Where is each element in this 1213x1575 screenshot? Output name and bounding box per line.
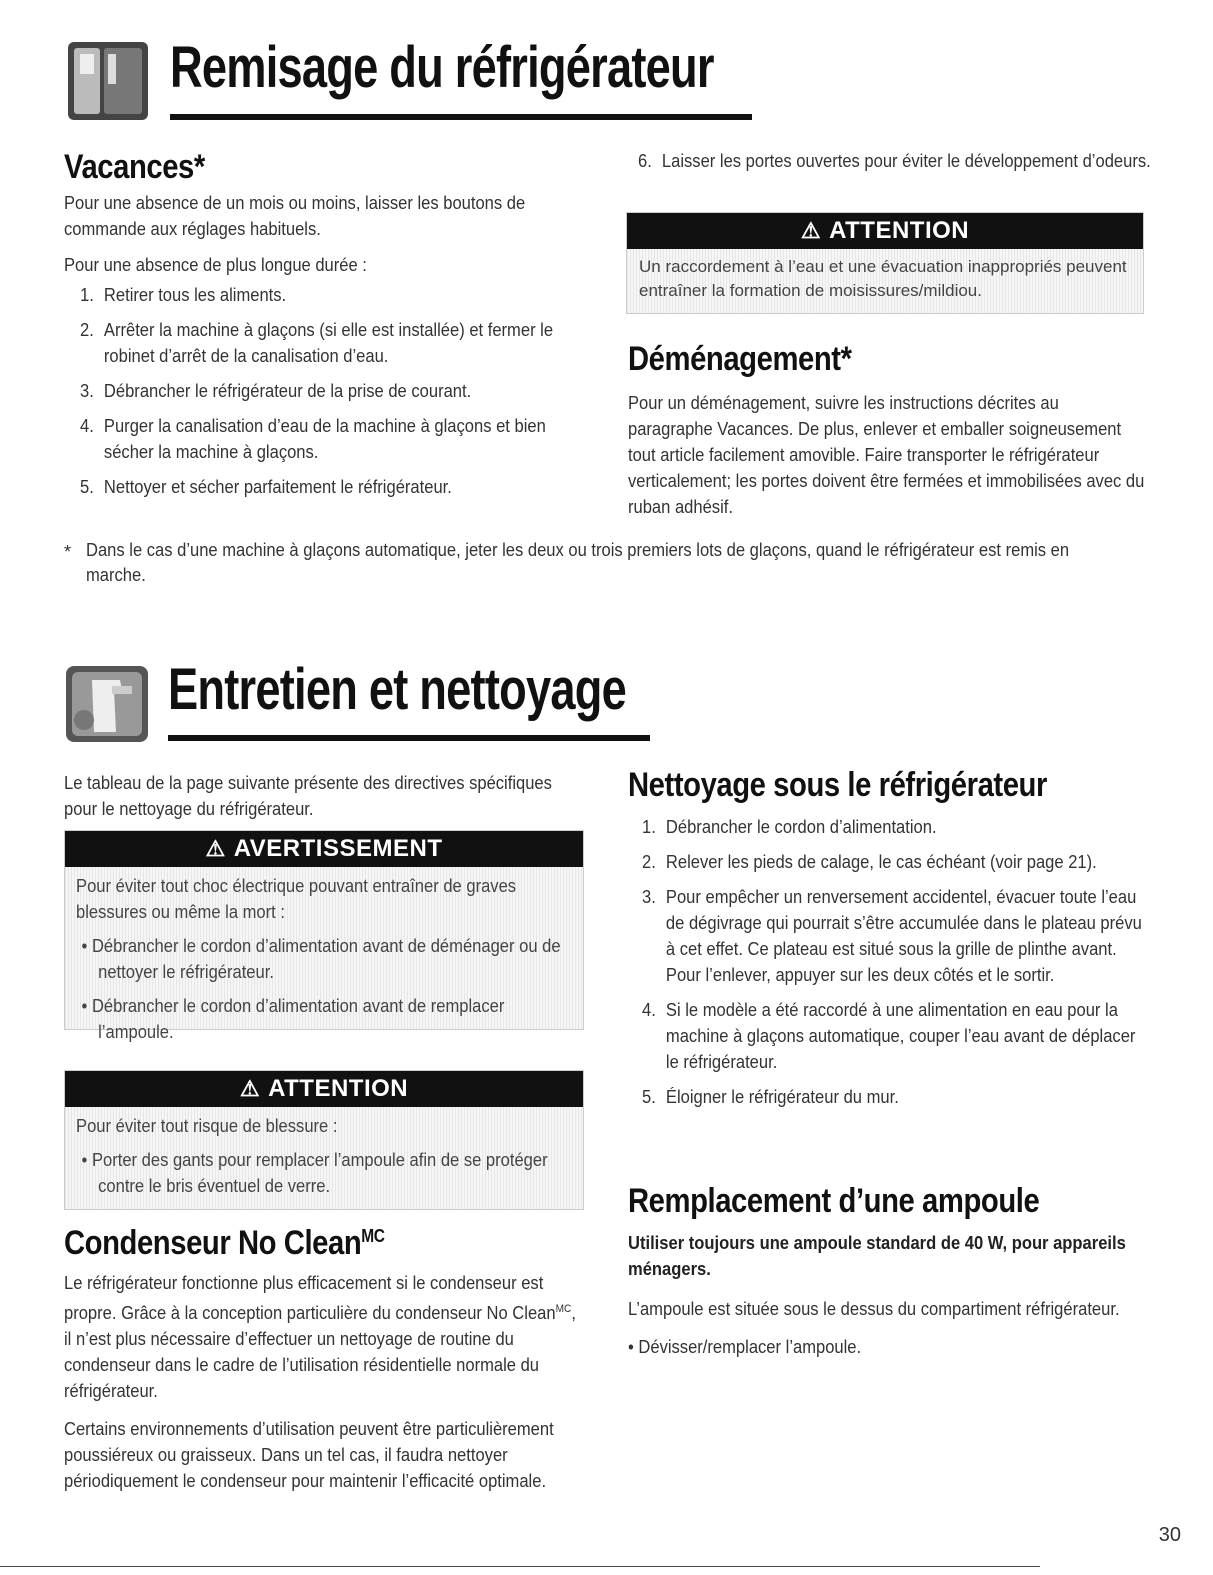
avertissement-lead: Pour éviter tout choc électrique pouvant entraîner de graves blessures ou même la mort : [76, 876, 517, 922]
attention-header: ⚠ ATTENTION [627, 213, 1143, 249]
condenseur-body [64, 1270, 584, 1494]
list-item: 1. Retirer tous les aliments. [80, 285, 287, 305]
demenagement-body [628, 390, 1148, 520]
ampoule-bullet: • Dévisser/remplacer l’ampoule. [628, 1337, 862, 1357]
footnote-text: Dans le cas d’une machine à glaçons automatique, jeter les deux ou trois premiers lots de glaçons, quand le réfrigérateur est remis en marche. [86, 540, 1070, 585]
list-item: 2. Arrêter la machine à glaçons (si elle est installée) et fermer le robinet d’arrêt de la canalisation d’eau. [80, 320, 554, 366]
vacances-steps [80, 282, 597, 500]
footnote-star: * [64, 542, 72, 562]
vacances-body [64, 190, 584, 509]
page-number: 30 [1158, 1524, 1181, 1546]
list-item: 5. Éloigner le réfrigérateur du mur. [642, 1087, 899, 1107]
nettoyage-sous-steps [642, 814, 1142, 1119]
vacances-heading: Vacances* [64, 148, 205, 186]
avertissement-header: ⚠ AVERTISSEMENT [65, 831, 583, 867]
list-item: • Débrancher le cordon d’alimentation avant de remplacer l’ampoule. [81, 996, 505, 1042]
warning-triangle-icon: ⚠ [239, 1076, 261, 1101]
list-item: 4. Si le modèle a été raccordé à une alimentation en eau pour la machine à glaçons automatique, couper l’eau avant de déplacer le réfrigérateur. [642, 1000, 1136, 1072]
warning-triangle-icon: ⚠ [205, 836, 226, 861]
list-item: 3. Pour empêcher un renversement accidentel, évacuer toute l’eau de dégivrage qui pourrait s’être accumulée dans le plateau prévu à cet effet. Ce plateau est situé sous la grille de plinthe avant. Pour l’enlever, appuyer sur les deux côtés et le sortir. [642, 887, 1142, 985]
list-item: 4. Purger la canalisation d’eau de la machine à glaçons et bien sécher la machine à glaçons. [80, 416, 546, 462]
vacances-step-6 [638, 148, 1158, 183]
attention-box-moisissures [626, 212, 1144, 314]
ampoule-body [628, 1230, 1128, 1360]
attention-header: ⚠ ATTENTION [65, 1071, 583, 1107]
list-item: 5. Nettoyer et sécher parfaitement le réfrigérateur. [80, 477, 452, 497]
vacances-paragraph-1: Pour une absence de un mois ou moins, laisser les boutons de commande aux réglages habituels. [64, 193, 526, 239]
list-item: 6. Laisser les portes ouvertes pour éviter le développement d’odeurs. [638, 151, 1151, 171]
entretien-intro: Le tableau de la page suivante présente des directives spécifiques pour le nettoyage du réfrigérateur. [64, 773, 552, 819]
list-item: 2. Relever les pieds de calage, le cas échéant (voir page 21). [642, 852, 1097, 872]
avertissement-box [64, 830, 584, 1042]
section-title-underline [170, 114, 752, 120]
nettoyage-sous-heading: Nettoyage sous le réfrigérateur [628, 766, 1047, 804]
warning-triangle-icon: ⚠ [800, 218, 822, 243]
section-title-remisage: Remisage du réfrigérateur [170, 35, 714, 100]
cleaning-spray-icon [62, 660, 154, 746]
attention-text: Un raccordement à l’eau et une évacuation inappropriés peuvent entraîner la formation de moisissures/mildiou. [639, 257, 1127, 300]
avertissement-text [65, 867, 580, 1051]
list-item: • Débrancher le cordon d’alimentation avant de déménager ou de nettoyer le réfrigérateur. [81, 936, 561, 982]
attention-box-blessure [64, 1070, 584, 1210]
vacances-paragraph-2: Pour une absence de plus longue durée : [64, 255, 367, 275]
demenagement-heading: Déménagement* [628, 340, 852, 378]
refrigerator-icon [62, 40, 154, 122]
ampoule-bold-note: Utiliser toujours une ampoule standard de 40 W, pour appareils ménagers. [628, 1233, 1126, 1279]
attention-lead: Pour éviter tout risque de blessure : [76, 1116, 338, 1136]
list-item: 1. Débrancher le cordon d’alimentation. [642, 817, 937, 837]
list-item: 3. Débrancher le réfrigérateur de la prise de courant. [80, 381, 472, 401]
demenagement-text: Pour un déménagement, suivre les instructions décrites au paragraphe Vacances. De plus, enlever et emballer soigneusement tout article facilement amovible. Faire transporter le réfrigérateur verticalement; les portes doivent être fermées et immobilisées avec du ruban adhésif. [628, 393, 1145, 517]
ampoule-paragraph: L’ampoule est située sous le dessus du compartiment réfrigérateur. [628, 1299, 1120, 1319]
section-title-underline [168, 735, 650, 741]
condenseur-heading: Condenseur No Clean$^{MC}$ [64, 1224, 385, 1262]
footer-rule [0, 1566, 1040, 1567]
section-title-entretien: Entretien et nettoyage [168, 657, 626, 722]
condenseur-paragraph-1: Le réfrigérateur fonctionne plus efficacement si le condenseur est propre. Grâce à la conception particulière du condenseur No Clean$^{MC}$, il n’est plus nécessaire d’effectuer un nettoyage de routine du condenseur dans le cadre de l’utilisation résidentielle normale du réfrigérateur. [64, 1273, 576, 1401]
ampoule-heading: Remplacement d’une ampoule [628, 1182, 1040, 1220]
attention-text [65, 1107, 580, 1205]
condenseur-paragraph-2: Certains environnements d’utilisation peuvent être particulièrement poussiéreux ou graisseux. Dans un tel cas, il faudra nettoyer périodiquement le condenseur pour maintenir l’efficacité optimale. [64, 1419, 554, 1491]
list-item: • Porter des gants pour remplacer l’ampoule afin de se protéger contre le bris éventuel de verre. [81, 1150, 548, 1196]
